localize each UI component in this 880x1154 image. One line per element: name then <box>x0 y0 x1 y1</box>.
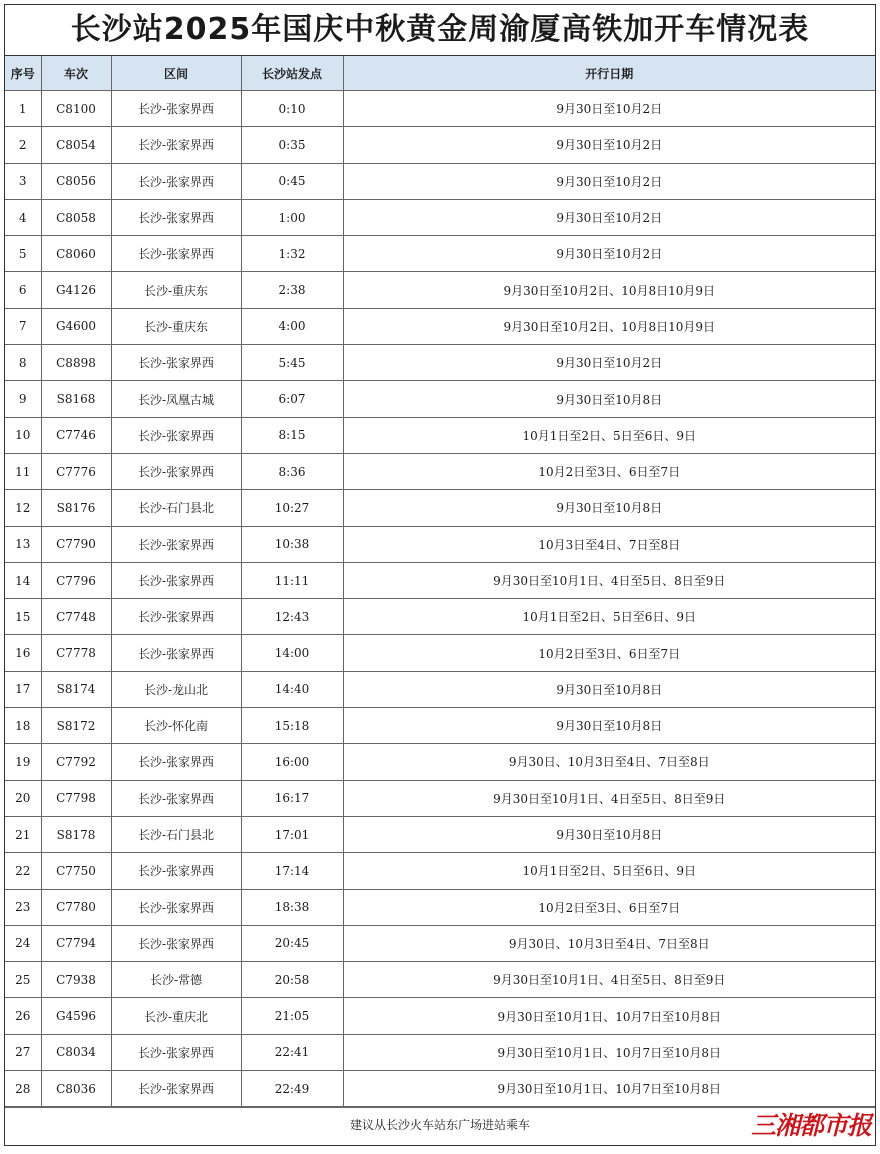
cell-departure: 8:15 <box>241 417 343 453</box>
cell-departure: 22:49 <box>241 1071 343 1107</box>
table-row <box>5 453 875 489</box>
table-row <box>5 708 875 744</box>
cell-train: S8176 <box>41 490 111 526</box>
cell-route: 长沙-石门县北 <box>111 490 241 526</box>
table-row <box>5 962 875 998</box>
cell-route: 长沙-重庆东 <box>111 308 241 344</box>
cell-train: S8178 <box>41 816 111 852</box>
table-row <box>5 163 875 199</box>
table-row <box>5 272 875 308</box>
table-row <box>5 1071 875 1107</box>
cell-departure: 5:45 <box>241 345 343 381</box>
cell-route: 长沙-张家界西 <box>111 853 241 889</box>
table-row <box>5 490 875 526</box>
cell-departure: 16:17 <box>241 780 343 816</box>
cell-index: 24 <box>5 925 41 961</box>
cell-route: 长沙-张家界西 <box>111 417 241 453</box>
cell-train: C7790 <box>41 526 111 562</box>
cell-dates: 9月30日至10月2日 <box>343 163 875 199</box>
schedule-sheet <box>4 4 876 1146</box>
cell-dates: 9月30日至10月1日、10月7日至10月8日 <box>343 998 875 1034</box>
cell-departure: 20:58 <box>241 962 343 998</box>
schedule-body <box>5 91 875 1107</box>
table-row <box>5 308 875 344</box>
cell-route: 长沙-重庆东 <box>111 272 241 308</box>
cell-train: C8060 <box>41 236 111 272</box>
cell-departure: 10:38 <box>241 526 343 562</box>
cell-train: G4600 <box>41 308 111 344</box>
cell-train: C7778 <box>41 635 111 671</box>
table-row <box>5 925 875 961</box>
cell-index: 18 <box>5 708 41 744</box>
footer-note <box>5 1107 875 1143</box>
table-row <box>5 744 875 780</box>
cell-departure: 16:00 <box>241 744 343 780</box>
table-row <box>5 816 875 852</box>
cell-route: 长沙-张家界西 <box>111 635 241 671</box>
cell-departure: 0:35 <box>241 127 343 163</box>
cell-index: 2 <box>5 127 41 163</box>
cell-dates: 9月30日至10月1日、4日至5日、8日至9日 <box>343 962 875 998</box>
cell-dates: 10月1日至2日、5日至6日、9日 <box>343 417 875 453</box>
cell-route: 长沙-张家界西 <box>111 163 241 199</box>
cell-train: C7796 <box>41 562 111 598</box>
cell-index: 27 <box>5 1034 41 1070</box>
newspaper-logo: 三湘都市报 <box>750 1111 871 1141</box>
cell-route: 长沙-凤凰古城 <box>111 381 241 417</box>
cell-dates: 9月30日至10月8日 <box>343 381 875 417</box>
cell-dates: 10月1日至2日、5日至6日、9日 <box>343 599 875 635</box>
cell-dates: 10月1日至2日、5日至6日、9日 <box>343 853 875 889</box>
cell-dates: 9月30日至10月1日、10月7日至10月8日 <box>343 1034 875 1070</box>
cell-index: 7 <box>5 308 41 344</box>
cell-dates: 9月30日至10月8日 <box>343 490 875 526</box>
cell-departure: 0:45 <box>241 163 343 199</box>
cell-index: 21 <box>5 816 41 852</box>
cell-route: 长沙-怀化南 <box>111 708 241 744</box>
cell-route: 长沙-张家界西 <box>111 236 241 272</box>
table-row <box>5 526 875 562</box>
page-title: 长沙站2025年国庆中秋黄金周渝厦高铁加开车情况表 <box>5 5 875 56</box>
cell-dates: 9月30日、10月3日至4日、7日至8日 <box>343 744 875 780</box>
cell-route: 长沙-龙山北 <box>111 671 241 707</box>
cell-route: 长沙-张家界西 <box>111 925 241 961</box>
table-row <box>5 998 875 1034</box>
cell-departure: 6:07 <box>241 381 343 417</box>
cell-index: 16 <box>5 635 41 671</box>
cell-route: 长沙-张家界西 <box>111 889 241 925</box>
cell-train: C8056 <box>41 163 111 199</box>
cell-index: 11 <box>5 453 41 489</box>
cell-index: 13 <box>5 526 41 562</box>
cell-route: 长沙-张家界西 <box>111 1034 241 1070</box>
header-route: 区间 <box>111 56 241 91</box>
cell-dates: 9月30日至10月1日、10月7日至10月8日 <box>343 1071 875 1107</box>
table-row <box>5 417 875 453</box>
cell-train: C8058 <box>41 199 111 235</box>
cell-train: C8898 <box>41 345 111 381</box>
cell-route: 长沙-张家界西 <box>111 1071 241 1107</box>
cell-index: 1 <box>5 91 41 127</box>
cell-index: 19 <box>5 744 41 780</box>
cell-index: 3 <box>5 163 41 199</box>
cell-dates: 9月30日、10月3日至4日、7日至8日 <box>343 925 875 961</box>
cell-dates: 9月30日至10月2日 <box>343 236 875 272</box>
cell-train: S8174 <box>41 671 111 707</box>
cell-route: 长沙-张家界西 <box>111 453 241 489</box>
cell-departure: 17:14 <box>241 853 343 889</box>
cell-departure: 0:10 <box>241 91 343 127</box>
cell-route: 长沙-石门县北 <box>111 816 241 852</box>
cell-index: 9 <box>5 381 41 417</box>
cell-train: C7776 <box>41 453 111 489</box>
cell-train: C7750 <box>41 853 111 889</box>
cell-dates: 9月30日至10月2日 <box>343 199 875 235</box>
cell-dates: 9月30日至10月2日 <box>343 345 875 381</box>
cell-dates: 10月2日至3日、6日至7日 <box>343 635 875 671</box>
table-row <box>5 562 875 598</box>
table-row <box>5 199 875 235</box>
cell-train: C7798 <box>41 780 111 816</box>
table-row <box>5 671 875 707</box>
cell-route: 长沙-张家界西 <box>111 127 241 163</box>
cell-departure: 14:00 <box>241 635 343 671</box>
cell-departure: 21:05 <box>241 998 343 1034</box>
cell-departure: 17:01 <box>241 816 343 852</box>
cell-index: 23 <box>5 889 41 925</box>
cell-dates: 9月30日至10月2日、10月8日10月9日 <box>343 308 875 344</box>
cell-train: C8100 <box>41 91 111 127</box>
cell-train: C7938 <box>41 962 111 998</box>
cell-index: 6 <box>5 272 41 308</box>
cell-index: 26 <box>5 998 41 1034</box>
cell-route: 长沙-张家界西 <box>111 91 241 127</box>
cell-route: 长沙-张家界西 <box>111 744 241 780</box>
cell-train: C7792 <box>41 744 111 780</box>
cell-index: 28 <box>5 1071 41 1107</box>
cell-index: 20 <box>5 780 41 816</box>
cell-train: C8054 <box>41 127 111 163</box>
table-row <box>5 599 875 635</box>
cell-train: C7780 <box>41 889 111 925</box>
cell-route: 长沙-重庆北 <box>111 998 241 1034</box>
cell-index: 4 <box>5 199 41 235</box>
cell-dates: 10月2日至3日、6日至7日 <box>343 889 875 925</box>
cell-index: 10 <box>5 417 41 453</box>
cell-train: C8034 <box>41 1034 111 1070</box>
cell-train: G4596 <box>41 998 111 1034</box>
cell-departure: 15:18 <box>241 708 343 744</box>
cell-index: 15 <box>5 599 41 635</box>
cell-departure: 8:36 <box>241 453 343 489</box>
cell-departure: 4:00 <box>241 308 343 344</box>
cell-departure: 14:40 <box>241 671 343 707</box>
table-row <box>5 236 875 272</box>
table-row <box>5 853 875 889</box>
cell-route: 长沙-张家界西 <box>111 599 241 635</box>
header-train: 车次 <box>41 56 111 91</box>
schedule-table <box>5 56 875 1107</box>
cell-route: 长沙-张家界西 <box>111 345 241 381</box>
table-row <box>5 780 875 816</box>
cell-train: S8172 <box>41 708 111 744</box>
table-row <box>5 91 875 127</box>
cell-dates: 9月30日至10月1日、4日至5日、8日至9日 <box>343 780 875 816</box>
cell-dates: 9月30日至10月2日、10月8日10月9日 <box>343 272 875 308</box>
cell-route: 长沙-常德 <box>111 962 241 998</box>
cell-index: 17 <box>5 671 41 707</box>
cell-route: 长沙-张家界西 <box>111 780 241 816</box>
cell-departure: 18:38 <box>241 889 343 925</box>
cell-train: C7794 <box>41 925 111 961</box>
cell-departure: 1:00 <box>241 199 343 235</box>
cell-departure: 12:43 <box>241 599 343 635</box>
cell-route: 长沙-张家界西 <box>111 526 241 562</box>
cell-train: S8168 <box>41 381 111 417</box>
cell-dates: 10月2日至3日、6日至7日 <box>343 453 875 489</box>
header-departure: 长沙站发点 <box>241 56 343 91</box>
header-row <box>5 56 875 91</box>
table-row <box>5 381 875 417</box>
cell-dates: 10月3日至4日、7日至8日 <box>343 526 875 562</box>
cell-index: 5 <box>5 236 41 272</box>
cell-dates: 9月30日至10月1日、4日至5日、8日至9日 <box>343 562 875 598</box>
cell-departure: 22:41 <box>241 1034 343 1070</box>
cell-index: 14 <box>5 562 41 598</box>
cell-index: 22 <box>5 853 41 889</box>
cell-train: C8036 <box>41 1071 111 1107</box>
cell-route: 长沙-张家界西 <box>111 562 241 598</box>
cell-departure: 11:11 <box>241 562 343 598</box>
cell-train: C7746 <box>41 417 111 453</box>
table-row <box>5 127 875 163</box>
cell-dates: 9月30日至10月8日 <box>343 708 875 744</box>
cell-departure: 1:32 <box>241 236 343 272</box>
header-dates: 开行日期 <box>343 56 875 91</box>
cell-index: 12 <box>5 490 41 526</box>
cell-route: 长沙-张家界西 <box>111 199 241 235</box>
cell-train: G4126 <box>41 272 111 308</box>
cell-dates: 9月30日至10月8日 <box>343 816 875 852</box>
cell-train: C7748 <box>41 599 111 635</box>
table-row <box>5 635 875 671</box>
table-row <box>5 889 875 925</box>
table-row <box>5 1034 875 1070</box>
header-index: 序号 <box>5 56 41 91</box>
cell-index: 8 <box>5 345 41 381</box>
cell-index: 25 <box>5 962 41 998</box>
cell-departure: 20:45 <box>241 925 343 961</box>
cell-dates: 9月30日至10月2日 <box>343 91 875 127</box>
footer-text: 建议从长沙火车站东广场进站乘车 <box>349 1118 530 1133</box>
cell-departure: 10:27 <box>241 490 343 526</box>
cell-departure: 2:38 <box>241 272 343 308</box>
table-row <box>5 345 875 381</box>
cell-dates: 9月30日至10月8日 <box>343 671 875 707</box>
cell-dates: 9月30日至10月2日 <box>343 127 875 163</box>
